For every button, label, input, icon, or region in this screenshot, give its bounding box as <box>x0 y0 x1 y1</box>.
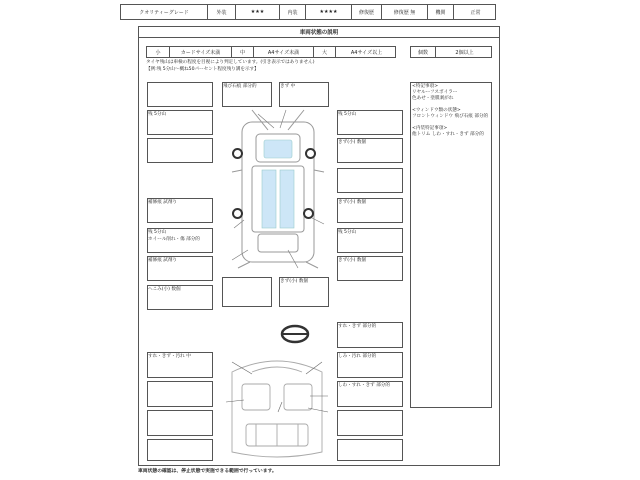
engine-label: 機関 <box>427 5 453 19</box>
note-box-int-r3 <box>337 410 403 436</box>
repair-history-value: 修復歴 無 <box>381 5 427 19</box>
label-interior-left: すれ・きず・汚れ 中 <box>148 354 191 359</box>
note-box-r3 <box>337 168 403 193</box>
engine-value: 正常 <box>453 5 497 19</box>
note-box-rear-left <box>222 277 272 307</box>
note-box-int-r4 <box>337 439 403 461</box>
interior-rating: ★★★★ <box>305 5 351 19</box>
grade-label: クオリティーグレード <box>139 9 189 16</box>
label-interior-right2: しわ・すれ・きず 部分的 <box>338 383 390 388</box>
label-left-wheel: ホイール削れ・傷 部分的 <box>148 237 200 242</box>
label-right-rear-tire: 残 5分山 <box>338 230 357 235</box>
label-right-rear-scratch: きず(小) 数個 <box>338 258 367 263</box>
car-top-view-icon <box>228 100 328 270</box>
note-box-int-l4 <box>147 439 213 461</box>
label-right-tire-front: 残 5分山 <box>338 112 357 117</box>
note-box-int-l3 <box>147 410 213 436</box>
steering-wheel-icon <box>280 324 310 344</box>
grade-row <box>120 4 496 20</box>
interior-label: 内装 <box>279 5 305 19</box>
exterior-label: 外装 <box>207 5 235 19</box>
equip-body2: 色あせ・塗膜剥がれ <box>412 96 454 101</box>
size-small-desc: カードサイズ未満 <box>169 47 231 57</box>
label-left-dent: へこみ(小) 数個 <box>148 287 181 292</box>
label-left-rear-tire: 残 5分山 <box>148 230 167 235</box>
car-interior-view-icon <box>222 352 332 462</box>
label-left-repair: 補修痕 試剤り <box>148 200 178 205</box>
footer-note: 車両状態の確認は、停止状態で実施できる範囲で行っています。 <box>138 469 277 474</box>
label-top-center: 飛び石痕 部分的 <box>223 84 257 89</box>
label-right-mid-scratch: きず(小) 数個 <box>338 200 367 205</box>
wheel-front-right-icon <box>305 148 316 159</box>
note-box-int-l2 <box>147 381 213 407</box>
wheel-rear-left-icon <box>232 208 243 219</box>
note-box-l3 <box>147 138 213 163</box>
count-label: 個数 <box>417 49 428 56</box>
size-medium: 中 <box>231 47 253 57</box>
label-rear-center: きず(小) 数個 <box>280 279 309 284</box>
size-legend <box>146 46 396 58</box>
note-box-l1 <box>147 82 213 107</box>
label-steering-right: すれ・きず 部分的 <box>338 324 377 329</box>
size-large-desc: A4サイズ以上 <box>335 47 397 57</box>
label-left-tire-front: 残 5分山 <box>148 112 167 117</box>
size-small: 小 <box>155 49 161 56</box>
tire-note-line2: 【例:残 5分山〜概ね50パーセント程度残り溝を示す】 <box>146 67 259 72</box>
count-value: 2個以上 <box>435 47 493 57</box>
label-left-repair2: 補修痕 試剤り <box>148 258 178 263</box>
section-title: 車両状態の説明 <box>138 26 500 38</box>
wheel-front-left-icon <box>232 148 243 159</box>
equip-title: <特記事項> <box>412 84 439 89</box>
exterior-rating: ★★★ <box>235 5 279 19</box>
wheel-rear-right-icon <box>303 208 314 219</box>
size-medium-desc: A4サイズ未満 <box>253 47 313 57</box>
label-right-front-scratch: きず(小) 数個 <box>338 140 367 145</box>
window-title: <ウィンドウ類の状態> <box>412 108 461 113</box>
equip-body1: リヤルーフスポイラー <box>412 90 458 95</box>
size-large: 大 <box>313 47 335 57</box>
window-body: フロントウィンドウ 飛び石痕 部分的 <box>412 114 489 119</box>
count-legend <box>410 46 492 58</box>
tire-note-line1: タイヤ残山は車検の程度を目視により判定しています。(引き表示ではありません) <box>146 60 315 65</box>
label-interior-right1: しみ・汚れ 部分的 <box>338 354 377 359</box>
repair-history-label: 修復歴 <box>351 5 381 19</box>
interior-title: <内装特記事項> <box>412 126 448 131</box>
interior-body: 他トリム しわ・すれ・きず 部分的 <box>412 132 484 137</box>
label-top-right: きず 中 <box>280 84 296 89</box>
